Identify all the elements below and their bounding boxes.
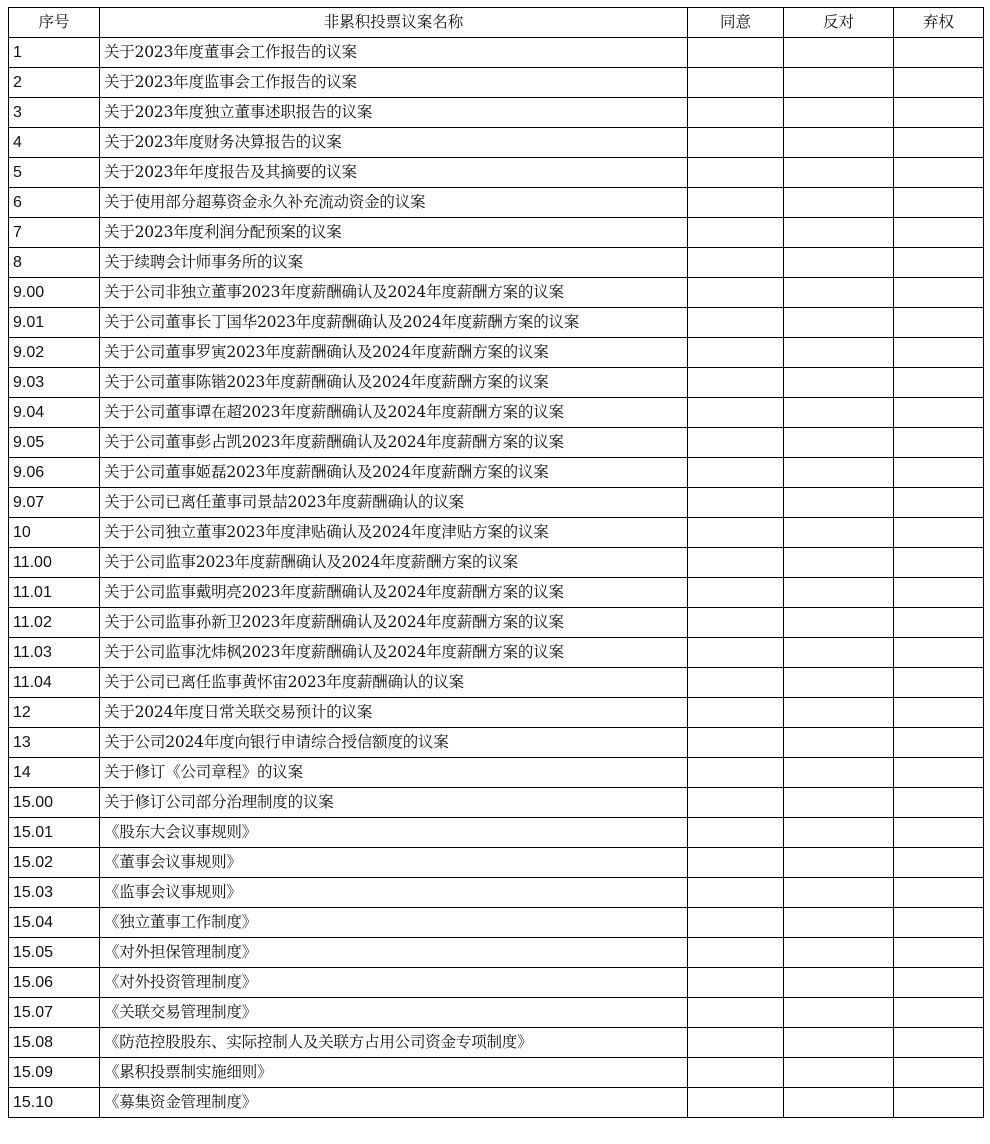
table-row (9, 908, 984, 938)
abstain-cell[interactable] (894, 458, 984, 488)
proposal-name: 关于公司已离任董事司景喆2023年度薪酬确认的议案 (100, 488, 688, 518)
proposal-name: 关于公司监事2023年度薪酬确认及2024年度薪酬方案的议案 (100, 548, 688, 578)
agree-cell[interactable] (688, 308, 784, 338)
header-row (9, 8, 984, 38)
oppose-cell[interactable] (784, 218, 894, 248)
agree-cell[interactable] (688, 458, 784, 488)
table-row (9, 458, 984, 488)
agree-cell[interactable] (688, 98, 784, 128)
row-number: 2 (9, 68, 100, 98)
oppose-cell[interactable] (784, 158, 894, 188)
proposal-name: 关于修订公司部分治理制度的议案 (100, 788, 688, 818)
abstain-cell[interactable] (894, 1088, 984, 1118)
row-number: 15.06 (9, 968, 100, 998)
row-number: 12 (9, 698, 100, 728)
agree-cell[interactable] (688, 428, 784, 458)
oppose-cell[interactable] (784, 458, 894, 488)
abstain-cell[interactable] (894, 938, 984, 968)
abstain-cell[interactable] (894, 308, 984, 338)
row-number: 15.02 (9, 848, 100, 878)
proposal-name: 关于公司监事戴明亮2023年度薪酬确认及2024年度薪酬方案的议案 (100, 578, 688, 608)
abstain-cell[interactable] (894, 638, 984, 668)
proposal-name: 关于公司监事孙新卫2023年度薪酬确认及2024年度薪酬方案的议案 (100, 608, 688, 638)
oppose-cell[interactable] (784, 188, 894, 218)
oppose-cell[interactable] (784, 308, 894, 338)
abstain-cell[interactable] (894, 728, 984, 758)
oppose-cell[interactable] (784, 398, 894, 428)
table-row (9, 128, 984, 158)
table-row (9, 878, 984, 908)
row-number: 15.05 (9, 938, 100, 968)
agree-cell[interactable] (688, 908, 784, 938)
abstain-cell[interactable] (894, 428, 984, 458)
row-number: 11.01 (9, 578, 100, 608)
agree-cell[interactable] (688, 728, 784, 758)
proposal-name: 关于2023年度独立董事述职报告的议案 (100, 98, 688, 128)
proposal-name: 关于公司董事长丁国华2023年度薪酬确认及2024年度薪酬方案的议案 (100, 308, 688, 338)
proposal-name: 关于2023年度利润分配预案的议案 (100, 218, 688, 248)
row-number: 15.09 (9, 1058, 100, 1088)
abstain-cell[interactable] (894, 908, 984, 938)
proposal-name: 《累积投票制实施细则》 (100, 1058, 688, 1088)
agree-cell[interactable] (688, 398, 784, 428)
abstain-cell[interactable] (894, 98, 984, 128)
agree-cell[interactable] (688, 218, 784, 248)
agree-cell[interactable] (688, 1088, 784, 1118)
table-row (9, 278, 984, 308)
oppose-cell[interactable] (784, 788, 894, 818)
proposal-name: 关于2023年度财务决算报告的议案 (100, 128, 688, 158)
abstain-cell[interactable] (894, 1058, 984, 1088)
row-number: 15.08 (9, 1028, 100, 1058)
row-number: 15.01 (9, 818, 100, 848)
row-number: 9.05 (9, 428, 100, 458)
row-number: 15.10 (9, 1088, 100, 1118)
table-row (9, 368, 984, 398)
agree-cell[interactable] (688, 638, 784, 668)
table-row (9, 968, 984, 998)
oppose-cell[interactable] (784, 908, 894, 938)
agree-cell[interactable] (688, 788, 784, 818)
oppose-cell[interactable] (784, 1058, 894, 1088)
abstain-cell[interactable] (894, 698, 984, 728)
table-row (9, 848, 984, 878)
proposal-name: 关于2023年年度报告及其摘要的议案 (100, 158, 688, 188)
oppose-cell[interactable] (784, 638, 894, 668)
agree-cell[interactable] (688, 668, 784, 698)
proposal-name: 关于使用部分超募资金永久补充流动资金的议案 (100, 188, 688, 218)
agree-cell[interactable] (688, 248, 784, 278)
ballot-table (8, 7, 984, 1118)
row-number: 7 (9, 218, 100, 248)
table-row (9, 788, 984, 818)
proposal-name: 《股东大会议事规则》 (100, 818, 688, 848)
table-row (9, 698, 984, 728)
table-row (9, 638, 984, 668)
row-number: 9.00 (9, 278, 100, 308)
row-number: 15.03 (9, 878, 100, 908)
agree-cell[interactable] (688, 1028, 784, 1058)
agree-cell[interactable] (688, 608, 784, 638)
agree-cell[interactable] (688, 278, 784, 308)
table-row (9, 608, 984, 638)
row-number: 14 (9, 758, 100, 788)
header-proposal-name: 非累积投票议案名称 (100, 8, 688, 38)
oppose-cell[interactable] (784, 338, 894, 368)
abstain-cell[interactable] (894, 668, 984, 698)
oppose-cell[interactable] (784, 848, 894, 878)
table-row (9, 668, 984, 698)
abstain-cell[interactable] (894, 878, 984, 908)
table-row (9, 188, 984, 218)
row-number: 9.07 (9, 488, 100, 518)
oppose-cell[interactable] (784, 248, 894, 278)
oppose-cell[interactable] (784, 68, 894, 98)
row-number: 4 (9, 128, 100, 158)
oppose-cell[interactable] (784, 548, 894, 578)
table-row (9, 98, 984, 128)
oppose-cell[interactable] (784, 38, 894, 68)
oppose-cell[interactable] (784, 1028, 894, 1058)
agree-cell[interactable] (688, 698, 784, 728)
row-number: 10 (9, 518, 100, 548)
oppose-cell[interactable] (784, 128, 894, 158)
table-row (9, 548, 984, 578)
proposal-name: 关于2023年度监事会工作报告的议案 (100, 68, 688, 98)
row-number: 1 (9, 38, 100, 68)
abstain-cell[interactable] (894, 68, 984, 98)
table-row (9, 818, 984, 848)
table-row (9, 38, 984, 68)
abstain-cell[interactable] (894, 218, 984, 248)
row-number: 9.02 (9, 338, 100, 368)
table-row (9, 758, 984, 788)
proposal-name: 《独立董事工作制度》 (100, 908, 688, 938)
proposal-name: 关于公司董事谭在超2023年度薪酬确认及2024年度薪酬方案的议案 (100, 398, 688, 428)
header-agree: 同意 (688, 8, 784, 38)
oppose-cell[interactable] (784, 278, 894, 308)
abstain-cell[interactable] (894, 38, 984, 68)
oppose-cell[interactable] (784, 938, 894, 968)
agree-cell[interactable] (688, 68, 784, 98)
proposal-name: 《对外投资管理制度》 (100, 968, 688, 998)
proposal-name: 关于公司董事陈锴2023年度薪酬确认及2024年度薪酬方案的议案 (100, 368, 688, 398)
agree-cell[interactable] (688, 1058, 784, 1088)
table-row (9, 338, 984, 368)
row-number: 11.04 (9, 668, 100, 698)
oppose-cell[interactable] (784, 728, 894, 758)
table-row (9, 248, 984, 278)
proposal-name: 关于公司董事彭占凯2023年度薪酬确认及2024年度薪酬方案的议案 (100, 428, 688, 458)
row-number: 9.01 (9, 308, 100, 338)
proposal-name: 关于公司董事姬磊2023年度薪酬确认及2024年度薪酬方案的议案 (100, 458, 688, 488)
table-row (9, 1088, 984, 1118)
table-row (9, 428, 984, 458)
proposal-name: 《关联交易管理制度》 (100, 998, 688, 1028)
agree-cell[interactable] (688, 968, 784, 998)
abstain-cell[interactable] (894, 758, 984, 788)
oppose-cell[interactable] (784, 668, 894, 698)
oppose-cell[interactable] (784, 818, 894, 848)
abstain-cell[interactable] (894, 188, 984, 218)
row-number: 15.04 (9, 908, 100, 938)
oppose-cell[interactable] (784, 968, 894, 998)
abstain-cell[interactable] (894, 278, 984, 308)
abstain-cell[interactable] (894, 608, 984, 638)
abstain-cell[interactable] (894, 848, 984, 878)
abstain-cell[interactable] (894, 398, 984, 428)
row-number: 9.06 (9, 458, 100, 488)
agree-cell[interactable] (688, 548, 784, 578)
table-row (9, 68, 984, 98)
abstain-cell[interactable] (894, 368, 984, 398)
proposal-name: 《募集资金管理制度》 (100, 1088, 688, 1118)
oppose-cell[interactable] (784, 488, 894, 518)
table-row (9, 308, 984, 338)
table-row (9, 938, 984, 968)
row-number: 15.07 (9, 998, 100, 1028)
agree-cell[interactable] (688, 998, 784, 1028)
abstain-cell[interactable] (894, 788, 984, 818)
row-number: 5 (9, 158, 100, 188)
proposal-name: 关于公司2024年度向银行申请综合授信额度的议案 (100, 728, 688, 758)
agree-cell[interactable] (688, 368, 784, 398)
oppose-cell[interactable] (784, 428, 894, 458)
proposal-name: 关于公司董事罗寅2023年度薪酬确认及2024年度薪酬方案的议案 (100, 338, 688, 368)
abstain-cell[interactable] (894, 128, 984, 158)
proposal-name: 《对外担保管理制度》 (100, 938, 688, 968)
oppose-cell[interactable] (784, 758, 894, 788)
agree-cell[interactable] (688, 158, 784, 188)
row-number: 9.03 (9, 368, 100, 398)
oppose-cell[interactable] (784, 998, 894, 1028)
oppose-cell[interactable] (784, 98, 894, 128)
row-number: 15.00 (9, 788, 100, 818)
proposal-name: 关于2024年度日常关联交易预计的议案 (100, 698, 688, 728)
row-number: 6 (9, 188, 100, 218)
header-abstain: 弃权 (894, 8, 984, 38)
agree-cell[interactable] (688, 878, 784, 908)
abstain-cell[interactable] (894, 548, 984, 578)
table-row (9, 728, 984, 758)
oppose-cell[interactable] (784, 368, 894, 398)
abstain-cell[interactable] (894, 968, 984, 998)
proposal-name: 关于续聘会计师事务所的议案 (100, 248, 688, 278)
proposal-name: 关于修订《公司章程》的议案 (100, 758, 688, 788)
row-number: 11.02 (9, 608, 100, 638)
abstain-cell[interactable] (894, 488, 984, 518)
header-no: 序号 (9, 8, 100, 38)
abstain-cell[interactable] (894, 338, 984, 368)
agree-cell[interactable] (688, 518, 784, 548)
agree-cell[interactable] (688, 578, 784, 608)
row-number: 8 (9, 248, 100, 278)
abstain-cell[interactable] (894, 248, 984, 278)
abstain-cell[interactable] (894, 1028, 984, 1058)
abstain-cell[interactable] (894, 578, 984, 608)
proposal-name: 关于公司监事沈炜枫2023年度薪酬确认及2024年度薪酬方案的议案 (100, 638, 688, 668)
abstain-cell[interactable] (894, 998, 984, 1028)
abstain-cell[interactable] (894, 818, 984, 848)
row-number: 13 (9, 728, 100, 758)
agree-cell[interactable] (688, 818, 784, 848)
table-row (9, 578, 984, 608)
proposal-name: 关于公司已离任监事黄怀宙2023年度薪酬确认的议案 (100, 668, 688, 698)
row-number: 3 (9, 98, 100, 128)
proposal-name: 关于2023年度董事会工作报告的议案 (100, 38, 688, 68)
abstain-cell[interactable] (894, 158, 984, 188)
table-row (9, 488, 984, 518)
agree-cell[interactable] (688, 848, 784, 878)
header-oppose: 反对 (784, 8, 894, 38)
agree-cell[interactable] (688, 938, 784, 968)
row-number: 9.04 (9, 398, 100, 428)
table-row (9, 218, 984, 248)
agree-cell[interactable] (688, 128, 784, 158)
proposal-name: 《监事会议事规则》 (100, 878, 688, 908)
table-row (9, 1028, 984, 1058)
table-row (9, 518, 984, 548)
oppose-cell[interactable] (784, 578, 894, 608)
proposal-name: 关于公司非独立董事2023年度薪酬确认及2024年度薪酬方案的议案 (100, 278, 688, 308)
agree-cell[interactable] (688, 758, 784, 788)
row-number: 11.03 (9, 638, 100, 668)
oppose-cell[interactable] (784, 698, 894, 728)
agree-cell[interactable] (688, 38, 784, 68)
agree-cell[interactable] (688, 488, 784, 518)
row-number: 11.00 (9, 548, 100, 578)
agree-cell[interactable] (688, 188, 784, 218)
oppose-cell[interactable] (784, 1088, 894, 1118)
table-row (9, 398, 984, 428)
proposal-name: 《董事会议事规则》 (100, 848, 688, 878)
oppose-cell[interactable] (784, 878, 894, 908)
table-row (9, 158, 984, 188)
proposal-name: 《防范控股股东、实际控制人及关联方占用公司资金专项制度》 (100, 1028, 688, 1058)
table-row (9, 1058, 984, 1088)
oppose-cell[interactable] (784, 608, 894, 638)
abstain-cell[interactable] (894, 518, 984, 548)
table-row (9, 998, 984, 1028)
proposal-name: 关于公司独立董事2023年度津贴确认及2024年度津贴方案的议案 (100, 518, 688, 548)
oppose-cell[interactable] (784, 518, 894, 548)
agree-cell[interactable] (688, 338, 784, 368)
